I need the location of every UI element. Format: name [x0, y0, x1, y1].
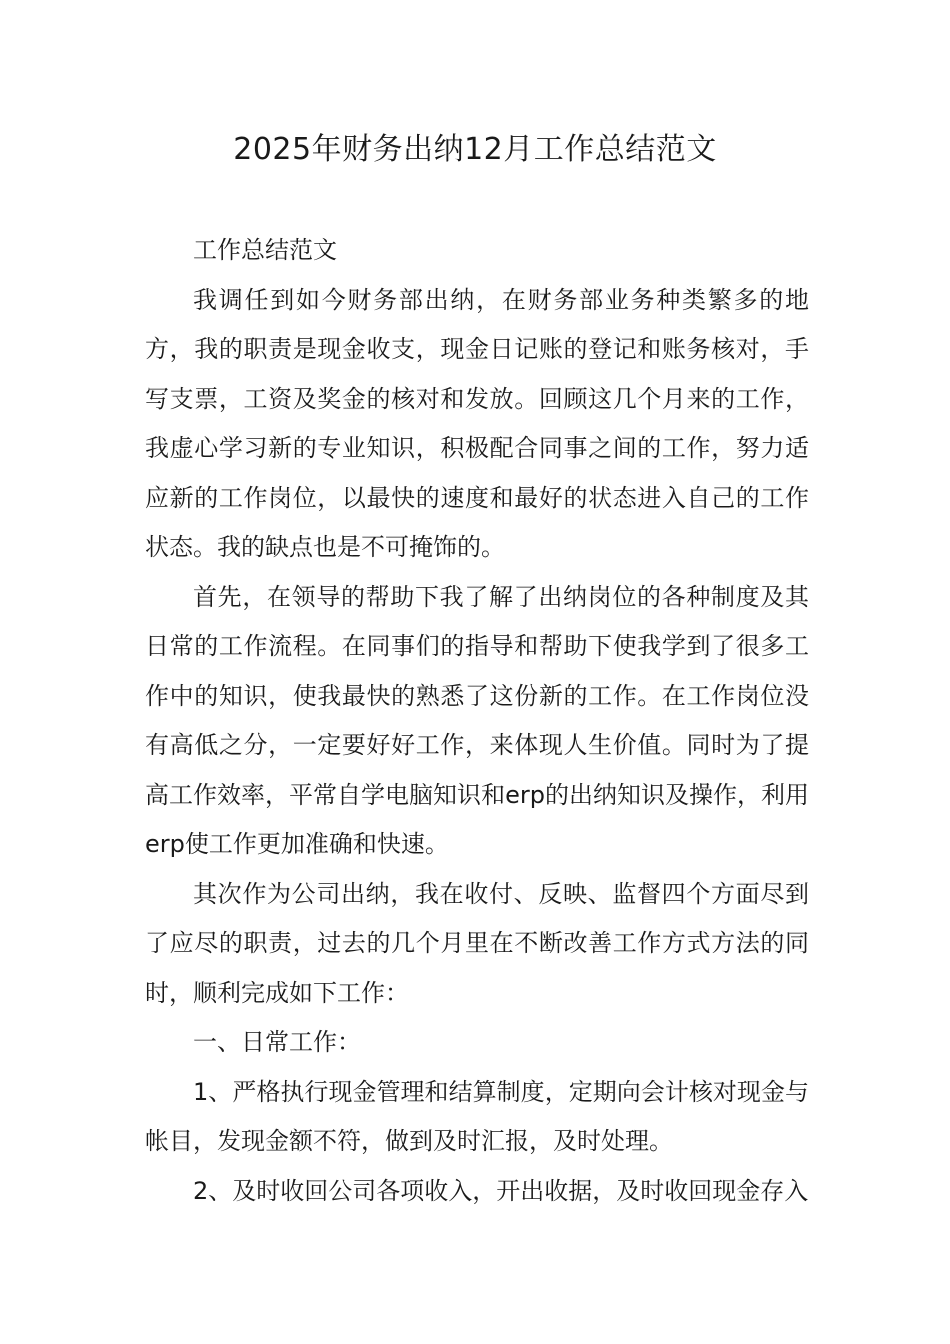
- list-item-1: 1、严格执行现金管理和结算制度，定期向会计核对现金与帐目，发现金额不符，做到及时汇报，及时处理。: [145, 1077, 809, 1155]
- paragraph-heading: 工作总结范文: [193, 236, 337, 264]
- paragraph-intro: 我调任到如今财务部出纳，在财务部业务种类繁多的地方，我的职责是现金收支，现金日记账的登记和账务核对，手写支票，工资及奖金的核对和发放。回顾这几个月来的工作，我虚心学习新的专业知识，积极配合同事之间的工作，努力适应新的工作岗位，以最快的速度和最好的状态进入自己的工作状态。我的缺点也是不可掩饰的。: [145, 285, 809, 561]
- paragraph-first: 首先，在领导的帮助下我了解了出纳岗位的各种制度及其日常的工作流程。在同事们的指导和帮助下使我学到了很多工作中的知识，使我最快的熟悉了这份新的工作。在工作岗位没有高低之分，一定要好好工作，来体现人生价值。同时为了提高工作效率，平常自学电脑知识和erp的出纳知识及操作，利用erp使工作更加准确和快速。: [145, 582, 809, 858]
- document-body: [145, 226, 809, 1216]
- paragraph-second: 其次作为公司出纳，我在收付、反映、监督四个方面尽到了应尽的职责，过去的几个月里在不断改善工作方式方法的同时，顺利完成如下工作：: [145, 879, 809, 1007]
- document-title: 2025年财务出纳12月工作总结范文: [233, 132, 717, 167]
- list-item-2: 2、及时收回公司各项收入，开出收据，及时收回现金存入: [193, 1176, 809, 1205]
- section-heading-daily-work: 一、日常工作：: [193, 1028, 361, 1056]
